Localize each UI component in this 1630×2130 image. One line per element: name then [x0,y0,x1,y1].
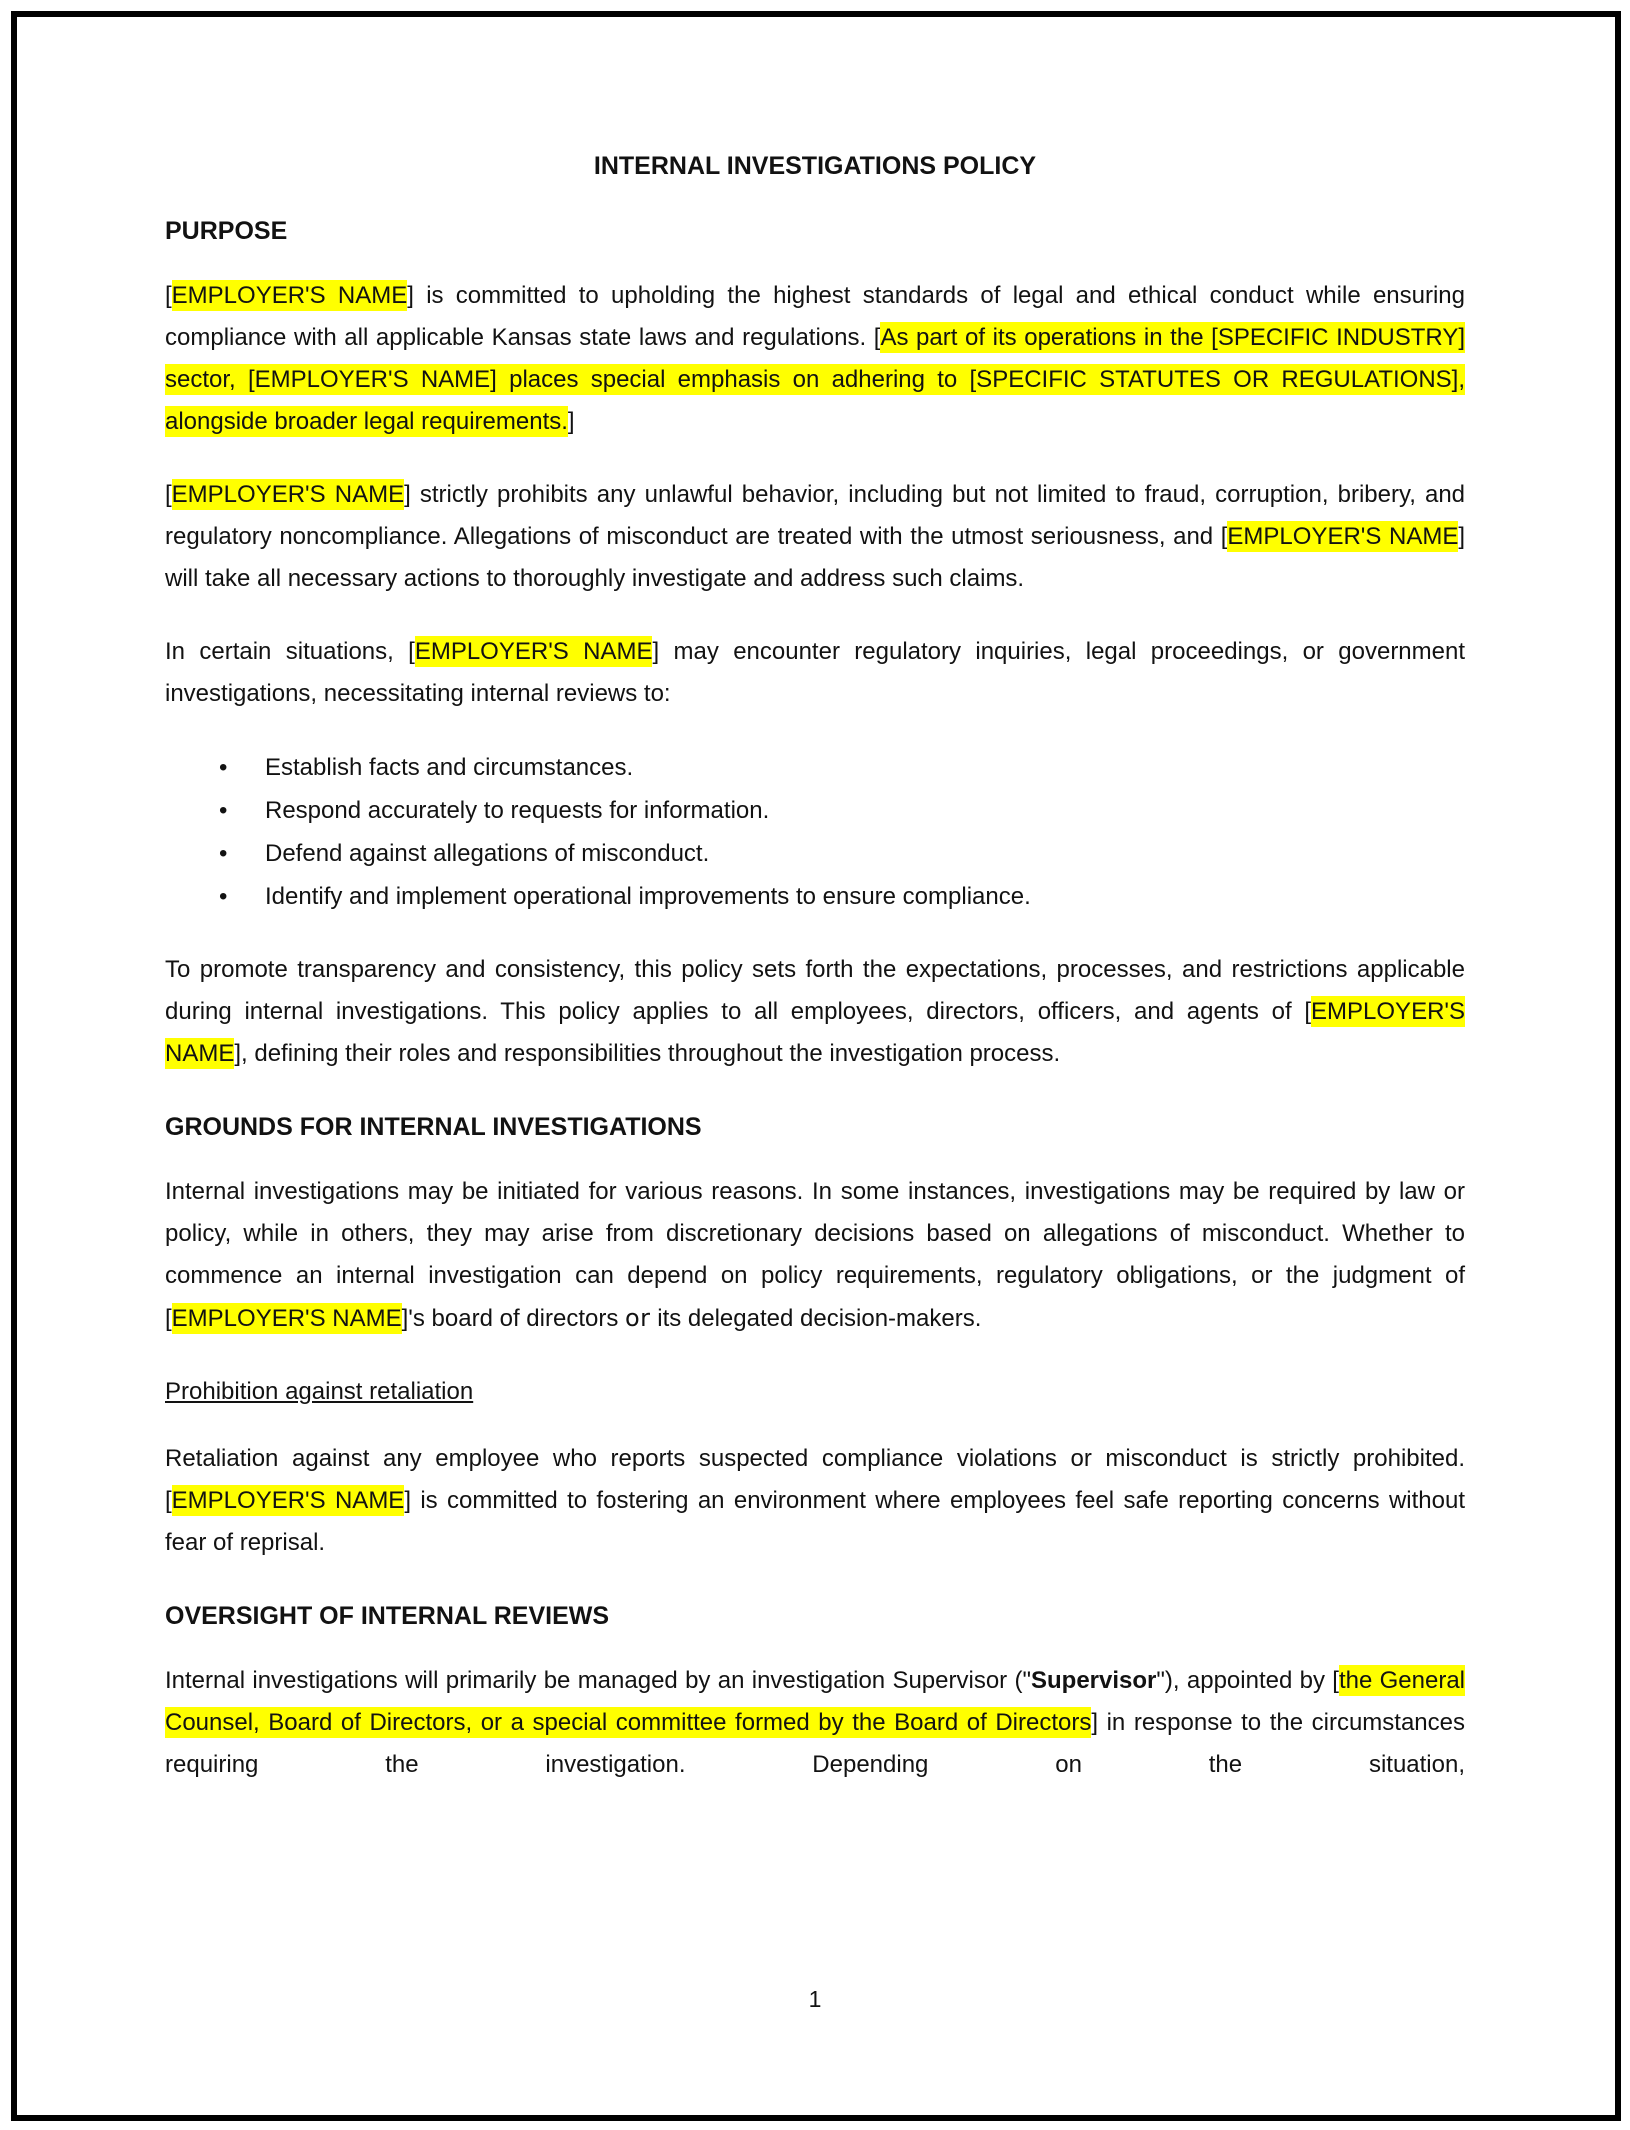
text-run: its delegated decision-makers. [650,1305,982,1332]
grounds-paragraph-1 [165,1171,1465,1340]
subheading-prohibition-retaliation: Prohibition against retaliation [165,1378,474,1405]
highlighted-text: EMPLOYER'S NAME [171,282,408,309]
page-number: 1 [808,1986,822,2012]
text-run: Internal investigations will primarily be managed by an investigation Supervisor (" [165,1667,1031,1694]
text-run: To promote transparency and consistency, this policy sets forth the expectations, processes, and restrictions applicable during internal investigations. This policy applies to all employees, directors, officers, and agents of [ [165,956,1465,1025]
purpose-paragraph-4 [165,949,1465,1075]
purpose-paragraph-2 [165,474,1465,600]
highlighted-text: EMPLOYER'S NAME [165,998,1465,1067]
highlighted-text: EMPLOYER'S NAME [171,1487,405,1514]
section-heading-grounds: GROUNDS FOR INTERNAL INVESTIGATIONS [165,1113,702,1141]
text-run: ] will take all necessary actions to thoroughly investigate and address such claims. [165,523,1465,592]
text-run: Retaliation against any employee who reports suspected compliance violations or misconduct is strictly prohibited. [ [165,1445,1465,1514]
text-run: ] in response to the circumstances requiring the investigation. Depending on the situation, [165,1709,1466,1778]
highlighted-text: the General Counsel, Board of Directors, or a special committee formed by the Board of Directors [165,1667,1466,1736]
document-content [165,145,1465,1817]
text-run: Supervisor [1031,1667,1157,1694]
text-run: ] may encounter regulatory inquiries, legal proceedings, or government investigations, necessitating internal reviews to: [165,638,1466,707]
highlighted-text: EMPLOYER'S NAME [414,638,653,665]
text-run: [ [165,282,172,309]
text-run: [ [165,481,172,508]
text-run: ]'s board of directors [401,1305,625,1332]
highlighted-text: EMPLOYER'S NAME [171,1305,402,1332]
purpose-bullet-list [165,746,1465,918]
highlighted-text: EMPLOYER'S NAME [171,481,405,508]
purpose-paragraph-1 [165,275,1465,443]
highlighted-text: EMPLOYER'S NAME [1227,523,1459,550]
bullet-item: • Respond accurately to requests for information. [265,789,1465,832]
text-run: ], defining their roles and responsibilities throughout the investigation process. [234,1040,1061,1067]
bullet-item: • Establish facts and circumstances. [265,746,1465,789]
purpose-paragraph-3 [165,631,1465,715]
text-run: ] strictly prohibits any unlawful behavior, including but not limited to fraud, corruption, bribery, and regulatory noncompliance. Allegations of misconduct are treated with the utmost seriousness, and [ [165,481,1466,550]
text-run: In certain situations, [ [165,638,415,665]
text-run: "), appointed by [ [1156,1667,1339,1694]
bullet-item: • Identify and implement operational improvements to ensure compliance. [265,875,1465,918]
oversight-paragraph-1 [165,1660,1465,1786]
grounds-paragraph-2 [165,1438,1465,1564]
text-run: Internal investigations may be initiated for various reasons. In some instances, investigations may be required by law or policy, while in others, they may arise from discretionary decisions based on allegations of misconduct. Whether to commence an internal investigation can depend on policy requirements, regulatory obligations, or the judgment of [ [165,1178,1465,1332]
text-run: ] [567,408,575,435]
highlighted-text: As part of its operations in the [SPECIFIC INDUSTRY] sector, [EMPLOYER'S NAME] places special emphasis on adhering to [SPECIFIC STATUTES OR REGULATIONS], alongside broader legal requirements. [165,324,1466,435]
text-run: ] is committed to upholding the highest standards of legal and ethical conduct while ensuring compliance with all applicable Kansas state laws and regulations. [ [165,282,1466,351]
section-heading-oversight: OVERSIGHT OF INTERNAL REVIEWS [165,1602,610,1630]
bullet-item: • Defend against allegations of misconduct. [265,832,1465,875]
text-run: or [625,1304,651,1332]
section-heading-purpose: PURPOSE [165,217,288,245]
document-title: INTERNAL INVESTIGATIONS POLICY [593,152,1037,180]
text-run: ] is committed to fostering an environment where employees feel safe reporting concerns without fear of reprisal. [165,1487,1465,1556]
